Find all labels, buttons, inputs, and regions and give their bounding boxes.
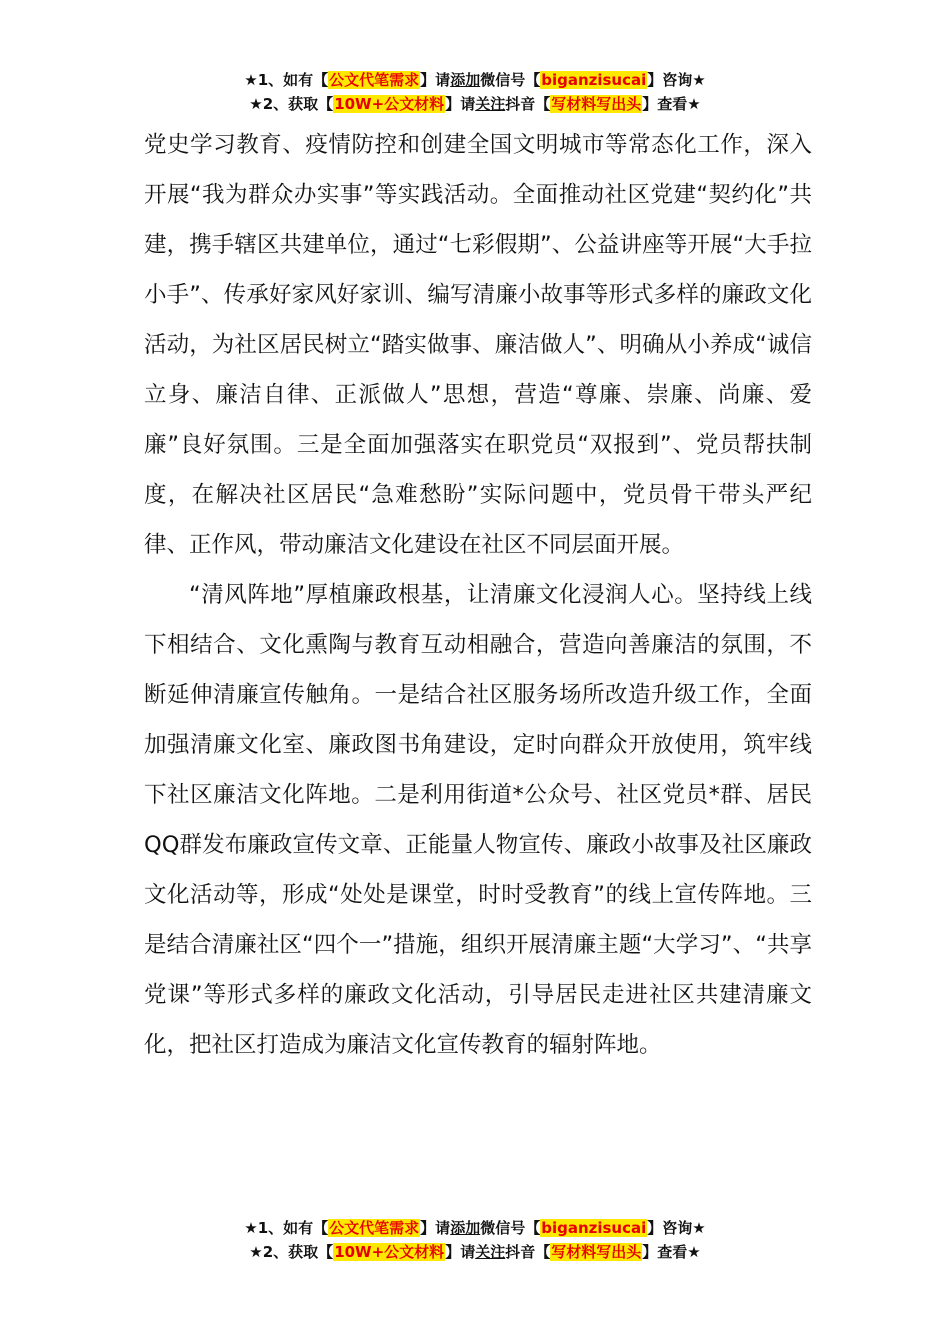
banner-line-1 [0,1216,950,1240]
banner-text: 】请 [445,1243,476,1261]
banner-text: 】请 [420,1219,451,1237]
banner-text: 2、获取【 [262,95,334,113]
highlight-service: 公文代笔需求 [329,1219,420,1237]
paragraph-2: “清风阵地”厚植廉政根基，让清廉文化浸润人心。坚持线上线下相结合、文化熏陶与教育互动相融合，营造向善廉洁的氛围，不断延伸清廉宣传触角。一是结合社区服务场所改造升级工作，全面加强清廉文化室、廉政图书角建设，定时向群众开放使用，筑牢线下社区廉洁文化阵地。二是利用街道*公众号、社区党员*群、居民QQ群发布廉政宣传文章、正能量人物宣传、廉政小故事及社区廉政文化活动等，形成“处处是课堂，时时受教育”的线上宣传阵地。三是结合清廉社区“四个一”措施，组织开展清廉主题“大学习”、“共享党课”等形式多样的廉政文化活动，引导居民走进社区共建清廉文化，把社区打造成为廉洁文化宣传教育的辐射阵地。 [144,582,812,1058]
highlight-wechat-id: biganzisucai [541,71,647,89]
star-icon: ★ [244,71,258,89]
banner-text: 微信号【 [480,71,541,89]
star-icon: ★ [249,95,263,113]
paragraph-1: 党史学习教育、疫情防控和创建全国文明城市等常态化工作，深入开展“我为群众办实事”等实践活动。全面推动社区党建“契约化”共建，携手辖区共建单位，通过“七彩假期”、公益讲座等开展“大手拉小手”、传承好家风好家训、编写清廉小故事等形式多样的廉政文化活动，为社区居民树立“踏实做事、廉洁做人”、明确从小养成“诚信立身、廉洁自律、正派做人”思想，营造“尊廉、崇廉、尚廉、爱廉”良好氛围。三是全面加强落实在职党员“双报到”、党员帮扶制度，在解决社区居民“急难愁盼”实际问题中，党员骨干带头严纪律、正作风，带动廉洁文化建设在社区不同层面开展。 [144,132,812,558]
emphasis-follow: 关注 [475,95,506,113]
document-body [144,120,812,1070]
banner-line-1 [0,68,950,92]
banner-text: 1、如有【 [257,1219,329,1237]
banner-text: 微信号【 [480,1219,541,1237]
star-icon: ★ [244,1219,258,1237]
banner-text: 】请 [445,95,476,113]
banner-text: 2、获取【 [262,1243,334,1261]
banner-text: 】咨询★ [647,1219,706,1237]
banner-line-2 [0,1240,950,1264]
highlight-douyin-account: 写材料写出头 [551,95,642,113]
banner-line-2 [0,92,950,116]
banner-text: 抖音【 [505,1243,551,1261]
banner-text: 】查看★ [642,95,701,113]
highlight-materials: 10W+公文材料 [334,1243,445,1261]
emphasis-follow: 关注 [475,1243,506,1261]
star-icon: ★ [249,1243,263,1261]
header-banner [0,68,950,116]
footer-banner [0,1216,950,1264]
banner-text: 】请 [420,71,451,89]
banner-text: 抖音【 [505,95,551,113]
emphasis-add: 添加 [450,71,481,89]
banner-text: 1、如有【 [257,71,329,89]
highlight-douyin-account: 写材料写出头 [551,1243,642,1261]
highlight-service: 公文代笔需求 [329,71,420,89]
emphasis-add: 添加 [450,1219,481,1237]
banner-text: 】咨询★ [647,71,706,89]
highlight-materials: 10W+公文材料 [334,95,445,113]
highlight-wechat-id: biganzisucai [541,1219,647,1237]
banner-text: 】查看★ [642,1243,701,1261]
